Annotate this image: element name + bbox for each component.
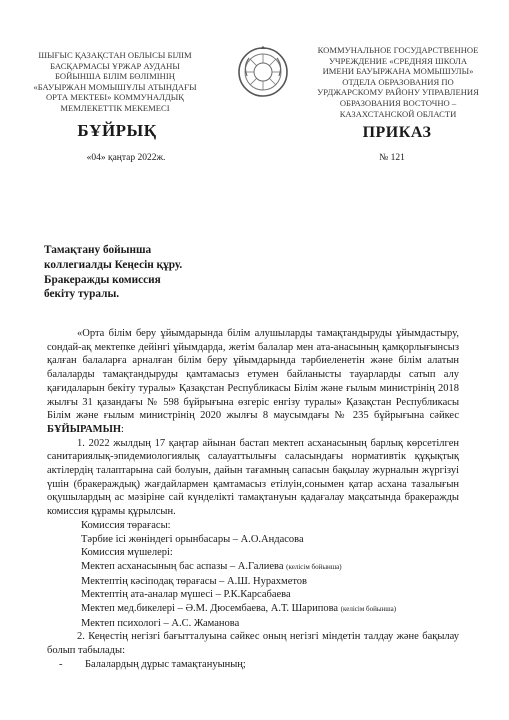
member-item: Мектептің ата-аналар мүшесі – Р.К.Карсабаева: [81, 589, 291, 601]
header-line: ОРТА МЕКТЕБІ» КОММУНАЛДЫҚ: [45, 92, 185, 103]
preamble-text: «Орта білім беру ұйымдарында білім алушыларды тамақтандыруды ұйымдастыру, сондай-ақ мектепке дейінгі ұйымдарда, жетім балалар мен ата-анасының қамқорлығынсыз қалған балаларға арналған білім беру ұйымдарында тәрбиеленетін және білім алатын балаларды тамақтандыруды қамтамасыз етумен байланысты тауарларды сатып алу қағидаларын бекіту туралы» Қазақстан Республикасы Білім және ғылым министрінің 2018 жылғы 31 қазандағы № 598 бұйрығына өзгеріс енгізу туралы» Қазақстан Республикасы Білім және ғылым министрінің 2020 жылғы 8 маусымдағы № 235 бұйрығына сәйкес: [47, 328, 459, 422]
member-item: Мектептің кәсіподақ төрағасы – А.Ш. Нурахметов: [81, 575, 308, 587]
member-item: Мектеп асханасының бас аспазы – А.Галиева (келісім бойынша): [81, 560, 342, 572]
order-title-russian: ПРИКАЗ: [362, 124, 432, 141]
order-title-kazakh: БҰЙРЫҚ: [77, 121, 157, 140]
header-line: БОЙЫНША БІЛІМ БӨЛІМІНІҢ: [55, 71, 175, 82]
header-line: ОБРАЗОВАНИЯ ВОСТОЧНО –: [339, 97, 457, 108]
order-word: БҰЙЫРАМЫН: [47, 423, 122, 435]
header-line: ШЫҒЫС ҚАЗАҚСТАН ОБЛЫСЫ БІЛІМ: [38, 50, 192, 60]
header-line: ИМЕНИ БАУЫРЖАНА МОМЫШУЛЫ»: [322, 66, 474, 77]
member-note: (келісім бойынша): [286, 562, 342, 571]
header-line: КОММУНАЛЬНОЕ ГОСУДАРСТВЕННОЕ: [317, 45, 479, 55]
header-line: ОТДЕЛА ОБРАЗОВАНИЯ ПО: [342, 76, 454, 87]
subject-line: Тамақтану бойынша: [44, 244, 152, 256]
order-number: № 121: [379, 153, 405, 163]
header-line: УЧРЕЖДЕНИЕ «СРЕДНЯЯ ШКОЛА: [328, 55, 468, 66]
point-1: 1. 2022 жылдың 17 қаңтар айынан бастап мектеп асханасының барлық көрсетілген санитариялық-эпидемиологиялық салауаттылығы саласындағы нормативтік құқықтық актілердің талаптарына сай болуын, дайын тағамның сапасын бақылау журналын жүргізуі үшін (бракераждық) жағдайлармен қамтамасыз етілуін,сонымен қатар асхана тазалығын оқушылардың ас мәзіріне сай күнделікті тамақтануын қадағалау мақсатында бракеражды комиссия құрамы құрылсын.: [47, 437, 459, 518]
institution-name-russian: [303, 45, 493, 119]
member-item: Мектеп мед.бикелері – Ә.М. Дюсембаева, А.Т. Шарипова (келісім бойынша): [81, 603, 397, 615]
header-line: КАЗАХСТАНСКОЙ ОБЛАСТИ: [339, 108, 457, 119]
order-body: [47, 327, 459, 672]
member-item: Мектеп психологі – А.С. Жаманова: [81, 617, 240, 629]
subject-line: коллегиалды Кеңесін құру.: [44, 258, 183, 271]
header-line: БАСҚАРМАСЫ ҰРЖАР АУДАНЫ: [50, 60, 180, 71]
member-note: (келісім бойынша): [340, 605, 397, 614]
institution-name-kazakh: [20, 50, 210, 114]
header-line: «БАУЫРЖАН МОМЫШҰЛЫ АТЫНДАҒЫ: [33, 81, 197, 92]
preamble-paragraph: «Орта білім беру ұйымдарында білім алушыларды тамақтандыруды ұйымдастыру, сондай-ақ мектепке дейінгі ұйымдарда, жетім балалар мен ата-анасының қамқорлығынсыз қалған балаларға арналған білім беру ұйымдарында тәрбиеленетін және білім алатын балаларды тамақтандыруды қамтамасыз етумен байланысты тауарларды сатып алу қағидаларын бекіту туралы» Қазақстан Республикасы Білім және ғылым министрінің 2018 жылғы 31 қазандағы № 598 бұйрығына өзгеріс енгізу туралы» Қазақстан Республикасы Білім және ғылым министрінің 2020 жылғы 8 маусымдағы № 235 бұйрығына сәйкес БҰЙЫРАМЫН:: [47, 328, 459, 435]
dash-list-item: - Балалардың дұрыс тамақтануының;: [59, 658, 246, 670]
point-2: 2. Кеңестің негізгі бағытталуына сәйкес оның негізгі міндетін талдау және бақылау болып табылады:: [47, 631, 459, 657]
members-label: Комиссия мүшелері:: [81, 547, 173, 559]
chair-label: Комиссия төрағасы:: [81, 519, 171, 531]
header-line: МЕМЛЕКЕТТІК МЕКЕМЕСІ: [60, 102, 170, 113]
subject-line: бекіту туралы.: [44, 288, 120, 301]
kazakhstan-emblem-icon: [237, 46, 289, 98]
chair-name: Тәрбие ісі жөніндегі орынбасары – А.О.Андасова: [81, 533, 304, 545]
order-date: «04» қаңтар 2022ж.: [86, 153, 166, 163]
subject-line: Бракеражды комиссия: [44, 273, 161, 286]
order-subject: [44, 243, 284, 302]
header-line: УРДЖАРСКОМУ РАЙОНУ УПРАВЛЕНИЯ: [317, 87, 479, 98]
